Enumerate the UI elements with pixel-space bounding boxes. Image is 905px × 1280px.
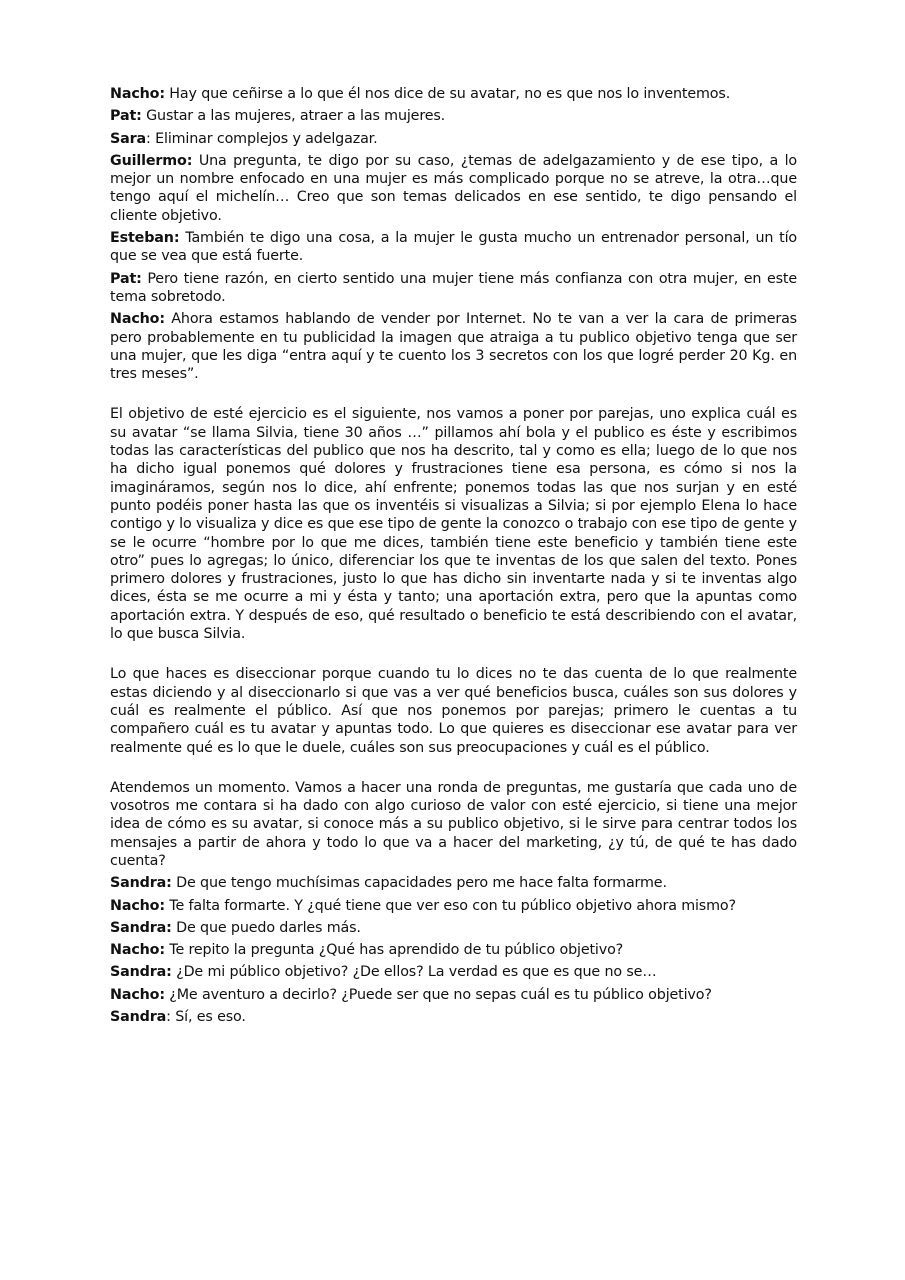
speaker-name: Sandra — [110, 1009, 167, 1026]
speaker-name: Nacho: — [110, 986, 165, 1003]
speaker-name: Pat: — [110, 270, 142, 287]
speaker-name: Nacho: — [110, 942, 165, 959]
dialogue-line — [110, 941, 797, 959]
dialogue-line — [110, 874, 797, 892]
dialogue-line — [110, 130, 797, 148]
speaker-name: Sandra: — [110, 919, 172, 936]
dialogue-line — [110, 85, 797, 103]
line-text: De que puedo darles más. — [171, 919, 361, 936]
dialogue-line — [110, 152, 797, 225]
line-text: Pero tiene razón, en cierto sentido una mujer tiene más confianza con otra mujer, en este tema sobretodo. — [110, 270, 797, 305]
speaker-name: Nacho: — [110, 311, 165, 328]
dialogue-line — [110, 986, 797, 1004]
speaker-name: Pat: — [110, 108, 142, 125]
dialogue-line — [110, 310, 797, 383]
dialogue-line — [110, 1008, 797, 1026]
paragraph: El objetivo de esté ejercicio es el siguiente, nos vamos a poner por parejas, uno explica cuál es su avatar “se llama Silvia, tiene 30 años …” pillamos ahí bola y el publico es éste y escribimos todas las características del publico que nos ha descrito, tal y como es ella; luego de lo que nos ha dicho igual ponemos qué dolores y frustraciones tiene esa persona, es cómo si nos la imagináramos, según nos lo dice, ahí enfrente; ponemos todas las que nos surjan y en esté punto podéis poner hasta las que os inventéis si visualizas a Silvia; si por ejemplo Elena lo hace contigo y lo visualiza y dice es que ese tipo de gente la conozco o trabajo con ese tipo de gente y se le ocurre “hombre por lo que me dices, también tiene este beneficio y también tiene este otro” pues lo agregas; lo único, diferenciar los que te inventas de los que salen del texto. Pones primero dolores y frustraciones, justo lo que has dicho sin inventarte nada y si te inventas algo dices, ésta se me ocurre a mi y ésta y tanto; una aportación extra, pero que la apuntas como aportación extra. Y después de eso, qué resultado o beneficio te está describiendo con el avatar, lo que busca Silvia. — [110, 406, 797, 643]
line-text: Una pregunta, te digo por su caso, ¿temas de adelgazamiento y de ese tipo, a lo mejor un nombre enfocado en una mujer es más complicado porque no se atreve, la otra…que tengo aquí el michelín… Creo que son temas delicados en ese sentido, te digo pensando el cliente objetivo. — [110, 152, 797, 224]
dialogue-line — [110, 270, 797, 307]
speaker-name: Sandra: — [110, 875, 172, 892]
dialogue-line — [110, 229, 797, 266]
line-text: : Sí, es eso. — [166, 1009, 246, 1026]
line-text: ¿Me aventuro a decirlo? ¿Puede ser que no sepas cuál es tu público objetivo? — [164, 986, 712, 1003]
document-page — [110, 85, 797, 1030]
dialogue-line — [110, 919, 797, 937]
speaker-name: Sandra: — [110, 964, 172, 981]
paragraph: Atendemos un momento. Vamos a hacer una ronda de preguntas, me gustaría que cada uno de vosotros me contara si ha dado con algo curioso de valor con esté ejercicio, si tiene una mejor idea de cómo es su avatar, si conoce más a su publico objetivo, si le sirve para centrar todos los mensajes a partir de ahora y todo lo que va a hacer del marketing, ¿y tú, de qué te has dado cuenta? — [110, 779, 797, 869]
line-text: Te repito la pregunta ¿Qué has aprendido de tu público objetivo? — [164, 942, 624, 959]
line-text: ¿De mi público objetivo? ¿De ellos? La verdad es que es que no se… — [171, 964, 657, 981]
line-text: También te digo una cosa, a la mujer le gusta mucho un entrenador personal, un tío que se vea que está fuerte. — [110, 230, 797, 265]
speaker-name: Guillermo: — [110, 152, 193, 169]
line-text: De que tengo muchísimas capacidades pero me hace falta formarme. — [171, 875, 667, 892]
paragraph: Lo que haces es diseccionar porque cuando tu lo dices no te das cuenta de lo que realmente estas diciendo y al diseccionarlo si que vas a ver qué beneficios busca, cuáles son sus dolores y cuál es realmente el público. Así que nos ponemos por parejas; primero le cuentas a tu compañero cuál es tu avatar y apuntas todo. Lo que quieres es diseccionar ese avatar para ver realmente qué es lo que le duele, cuáles son sus preocupaciones y cuál es el público. — [110, 666, 797, 756]
speaker-name: Esteban: — [110, 230, 180, 247]
line-text: Gustar a las mujeres, atraer a las mujeres. — [141, 108, 446, 125]
speaker-name: Nacho: — [110, 86, 165, 102]
line-text: Hay que ceñirse a lo que él nos dice de su avatar, no es que nos lo inventemos. — [164, 86, 731, 102]
speaker-name: Nacho: — [110, 897, 165, 914]
dialogue-line — [110, 897, 797, 915]
dialogue-line — [110, 963, 797, 981]
dialogue-line — [110, 107, 797, 125]
line-text: Ahora estamos hablando de vender por Internet. No te van a ver la cara de primeras pero probablemente en tu publicidad la imagen que atraiga a tu publico objetivo tenga que ser una mujer, que les diga “entra aquí y te cuento los 3 secretos con los que logré perder 20 Kg. en tres meses”. — [110, 311, 797, 383]
speaker-name: Sara — [110, 130, 147, 147]
line-text: Te falta formarte. Y ¿qué tiene que ver eso con tu público objetivo ahora mismo? — [164, 897, 736, 914]
line-text: : Eliminar complejos y adelgazar. — [146, 130, 378, 147]
